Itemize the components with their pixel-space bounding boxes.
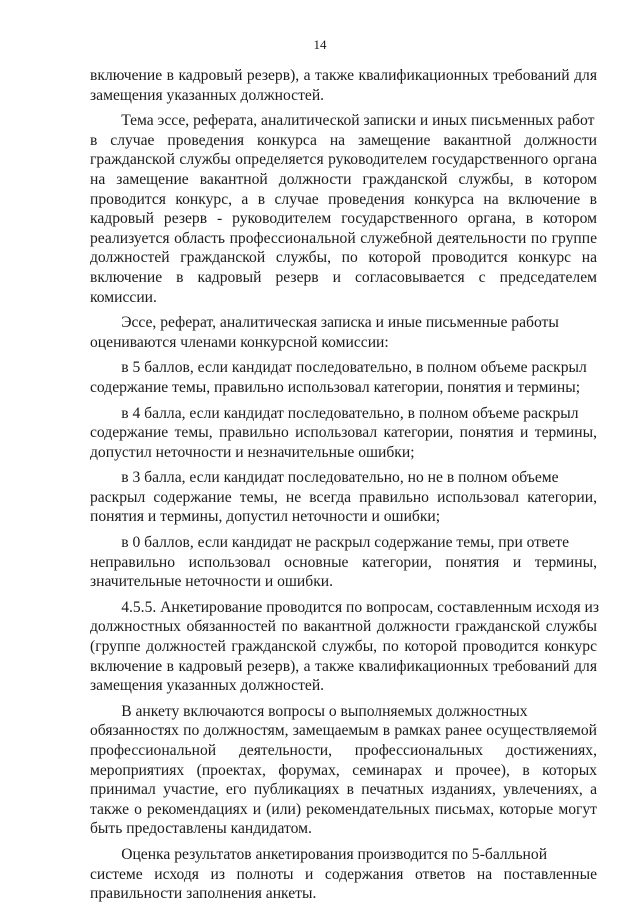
text-line: профессиональной деятельности, профессиональных достижениях,	[90, 742, 597, 759]
text-line: системе исходя из полноты и содержания ответов на поставленные	[90, 865, 597, 883]
paragraph	[90, 313, 597, 352]
text-line: неправильно использовал основные категории, понятия и термины,	[90, 553, 597, 571]
text-line: реализуется область профессиональной служебной деятельности по группе	[90, 229, 597, 247]
text-line: комиссии.	[90, 288, 157, 306]
paragraph	[90, 358, 597, 397]
paragraph	[90, 404, 597, 463]
text-line: Эссе, реферат, аналитическая записка и иные письменные работы	[90, 314, 559, 332]
text-line: раскрыл содержание темы, не всегда правильно использовал категории,	[90, 488, 597, 506]
text-line: принимал участие, его публикациях в печатных изданиях, увлечениях, а	[90, 781, 597, 799]
text-line: понятия и термины, допустил неточности и ошибки;	[90, 508, 441, 526]
text-line: Тема эссе, реферата, аналитической записки и иных письменных работ	[90, 112, 595, 130]
text-line: в 5 баллов, если кандидат последовательно, в полном объеме раскрыл	[90, 359, 587, 377]
paragraph	[90, 111, 597, 307]
text-line: значительные неточности и ошибки.	[90, 573, 334, 591]
page-number: 14	[313, 37, 327, 52]
text-line: проводится конкурс, а в случае проведения конкурса на включение в	[90, 190, 597, 208]
text-line: допустил неточности и незначительные ошибки;	[90, 443, 415, 461]
text-line: также о рекомендациях и (или) рекомендательных письмах, которые могут	[90, 800, 597, 818]
paragraph	[90, 468, 597, 527]
text-line: оцениваются членами конкурсной комиссии:	[90, 333, 389, 351]
text-line: (группе должностей гражданской службы, по которой проводится конкурс	[90, 638, 597, 656]
text-line: замещения указанных должностей.	[90, 86, 325, 104]
text-line: 4.5.5. Анкетирование проводится по вопросам, составленным исходя из	[90, 598, 600, 616]
text-line: включение в кадровый резерв), а также квалификационных требований для	[90, 657, 597, 675]
paragraph	[90, 598, 600, 696]
text-line: содержание темы, правильно использовал категории, понятия и термины;	[90, 378, 581, 396]
text-line: Оценка результатов анкетирования производится по 5-балльной	[90, 845, 548, 863]
text-line: В анкету включаются вопросы о выполняемых должностных	[90, 702, 528, 720]
text-line: в случае проведения конкурса на замещение вакантной должности	[90, 131, 597, 149]
text-line: обязанностях по должностям, замещаемым в рамках ранее осуществляемой	[90, 722, 597, 740]
paragraph	[90, 533, 597, 592]
paragraph	[90, 702, 597, 839]
text-line: гражданской службы определяется руководителем государственного органа	[90, 151, 597, 169]
paragraph	[90, 845, 597, 904]
text-line: включение в кадровый резерв и согласовывается с председателем	[90, 268, 597, 286]
text-line: включение в кадровый резерв), а также квалификационных требований для	[90, 67, 597, 84]
text-line: быть предоставлены кандидатом.	[90, 820, 312, 838]
text-line: замещения указанных должностей.	[90, 677, 325, 695]
paragraph	[90, 66, 597, 105]
text-line: в 4 балла, если кандидат последовательно, в полном объеме раскрыл	[90, 404, 579, 422]
text-line: на замещение вакантной должности гражданской службы, в котором	[90, 170, 597, 188]
text-line: кадровый резерв - руководителем государственного органа, в котором	[90, 210, 597, 228]
text-line: должностных обязанностей по вакантной должности гражданской службы	[90, 618, 597, 636]
text-line: правильности заполнения анкеты.	[90, 885, 317, 903]
text-line: содержание темы, правильно использовал категории, понятия и термины,	[90, 424, 597, 442]
text-line: мероприятиях (проектах, форумах, семинарах и прочее), в которых	[90, 761, 597, 779]
text-line: в 3 балла, если кандидат последовательно, но не в полном объеме	[90, 469, 559, 487]
document-body	[90, 66, 600, 904]
text-line: в 0 баллов, если кандидат не раскрыл содержание темы, при ответе	[90, 534, 570, 552]
text-line: должностей гражданской службы, по которой проводится конкурс на	[90, 249, 597, 267]
